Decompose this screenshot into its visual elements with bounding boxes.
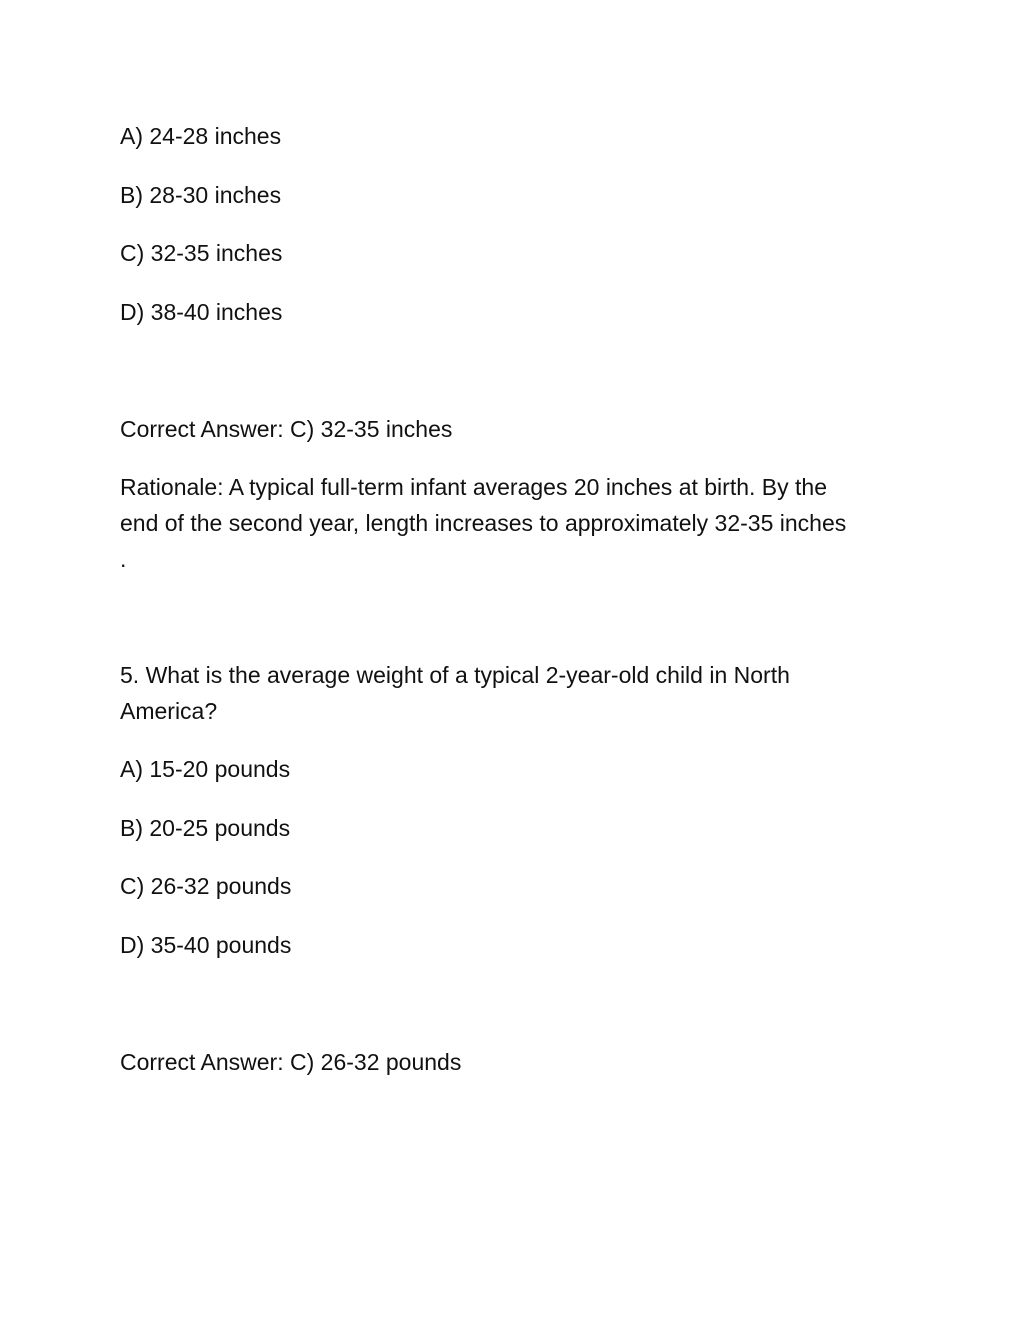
q4-rationale-line-1: Rationale: A typical full-term infant averages 20 inches at birth. By the bbox=[120, 474, 827, 500]
q4-rationale-line-3: . bbox=[120, 546, 127, 572]
q5-option-b: B) 20-25 pounds bbox=[120, 815, 291, 841]
q4-option-a: A) 24-28 inches bbox=[120, 123, 282, 149]
q4-option-b: B) 28-30 inches bbox=[120, 182, 282, 208]
q5-option-c: C) 26-32 pounds bbox=[120, 873, 292, 899]
q4-option-c: C) 32-35 inches bbox=[120, 240, 283, 266]
q5-option-d: D) 35-40 pounds bbox=[120, 932, 292, 958]
q4-option-d: D) 38-40 inches bbox=[120, 299, 283, 325]
q5-correct-answer: Correct Answer: C) 26-32 pounds bbox=[120, 1049, 462, 1075]
q5-question-line-1: 5. What is the average weight of a typical 2-year-old child in North bbox=[120, 662, 790, 688]
q4-correct-answer: Correct Answer: C) 32-35 inches bbox=[120, 416, 453, 442]
q5-question-line-2: America? bbox=[120, 698, 218, 724]
q5-option-a: A) 15-20 pounds bbox=[120, 756, 291, 782]
q4-rationale-line-2: end of the second year, length increases to approximately 32-35 inches bbox=[120, 510, 847, 536]
